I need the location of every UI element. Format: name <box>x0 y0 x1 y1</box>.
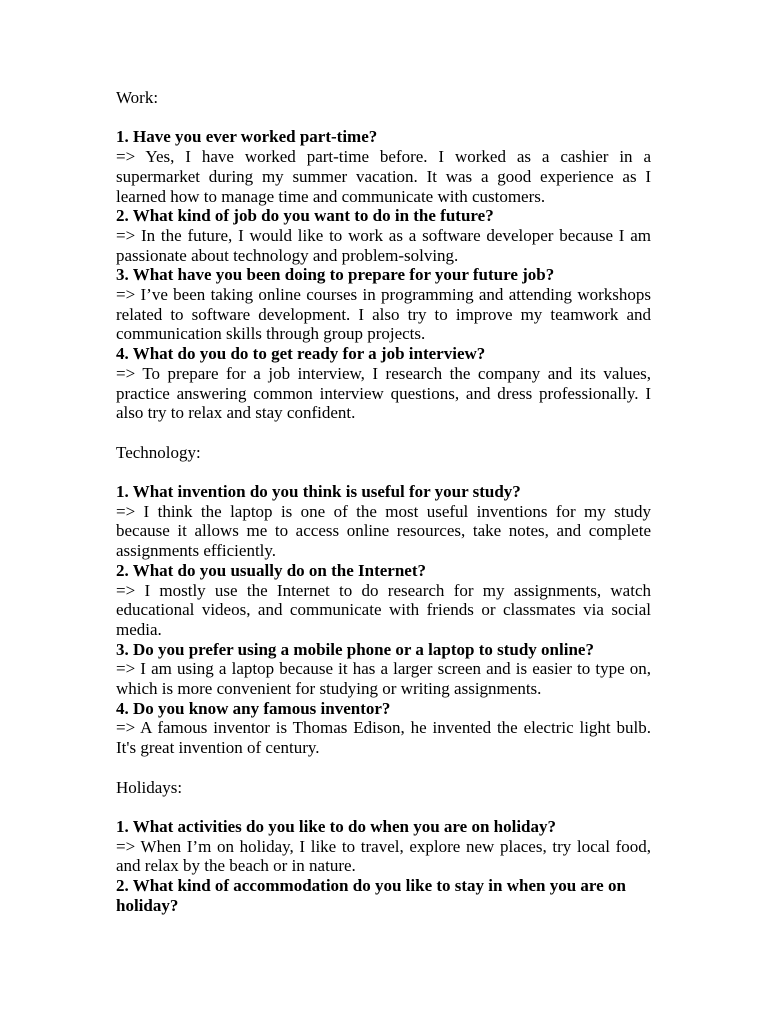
answer: => In the future, I would like to work as a software developer because I am passionate about technology and problem-solving. <box>116 225 651 265</box>
question: 2. What do you usually do on the Internet? <box>116 560 426 580</box>
answer: => A famous inventor is Thomas Edison, he invented the electric light bulb. It's great invention of century. <box>116 718 651 758</box>
section-work <box>116 88 651 423</box>
section-heading: Holidays: <box>116 777 183 797</box>
blank-line <box>116 758 651 778</box>
answer: => I’ve been taking online courses in programming and attending workshops related to software development. I also try to improve my teamwork and communication skills through group projects. <box>116 285 651 344</box>
answer: => I am using a laptop because it has a larger screen and is easier to type on, which is more convenient for studying or writing assignments. <box>116 659 651 699</box>
answer: => I think the laptop is one of the most useful inventions for my study because it allows me to access online resources, take notes, and complete assignments efficiently. <box>116 501 651 561</box>
qa-item <box>116 640 651 699</box>
section-technology <box>116 443 651 758</box>
qa-item <box>116 127 651 206</box>
answer: => Yes, I have worked part-time before. I worked as a cashier in a supermarket during my summer vacation. It was a good experience as I learned how to manage time and communicate with customers. <box>116 147 651 206</box>
question: 3. Do you prefer using a mobile phone or a laptop to study online? <box>116 639 594 659</box>
qa-item <box>116 876 651 915</box>
blank-line <box>116 797 651 817</box>
blank-line <box>116 108 651 128</box>
qa-item <box>116 206 651 265</box>
answer: => To prepare for a job interview, I research the company and its values, practice answering common interview questions, and dress professionally. I also try to relax and stay confident. <box>116 363 651 423</box>
section-heading: Work: <box>116 88 159 107</box>
question: 2. What kind of job do you want to do in the future? <box>116 206 494 226</box>
question: 1. What activities do you like to do when you are on holiday? <box>116 816 557 836</box>
question: 1. Have you ever worked part-time? <box>116 127 378 147</box>
qa-item <box>116 699 651 758</box>
qa-item <box>116 817 651 876</box>
qa-item <box>116 561 651 640</box>
question: 4. Do you know any famous inventor? <box>116 698 391 718</box>
blank-line <box>116 462 651 482</box>
question: 2. What kind of accommodation do you like to stay in when you are on holiday? <box>116 876 626 915</box>
qa-item <box>116 482 651 561</box>
answer: => When I’m on holiday, I like to travel, explore new places, try local food, and relax by the beach or in nature. <box>116 836 651 876</box>
answer: => I mostly use the Internet to do research for my assignments, watch educational videos, and communicate with friends or classmates via social media. <box>116 580 651 639</box>
question: 1. What invention do you think is useful for your study? <box>116 482 521 502</box>
section-heading: Technology: <box>116 442 201 462</box>
document-page <box>116 88 651 915</box>
section-holidays <box>116 778 651 916</box>
question: 3. What have you been doing to prepare for your future job? <box>116 265 555 285</box>
qa-item <box>116 265 651 344</box>
blank-line <box>116 423 651 443</box>
question: 4. What do you do to get ready for a job interview? <box>116 344 486 364</box>
qa-item <box>116 344 651 423</box>
